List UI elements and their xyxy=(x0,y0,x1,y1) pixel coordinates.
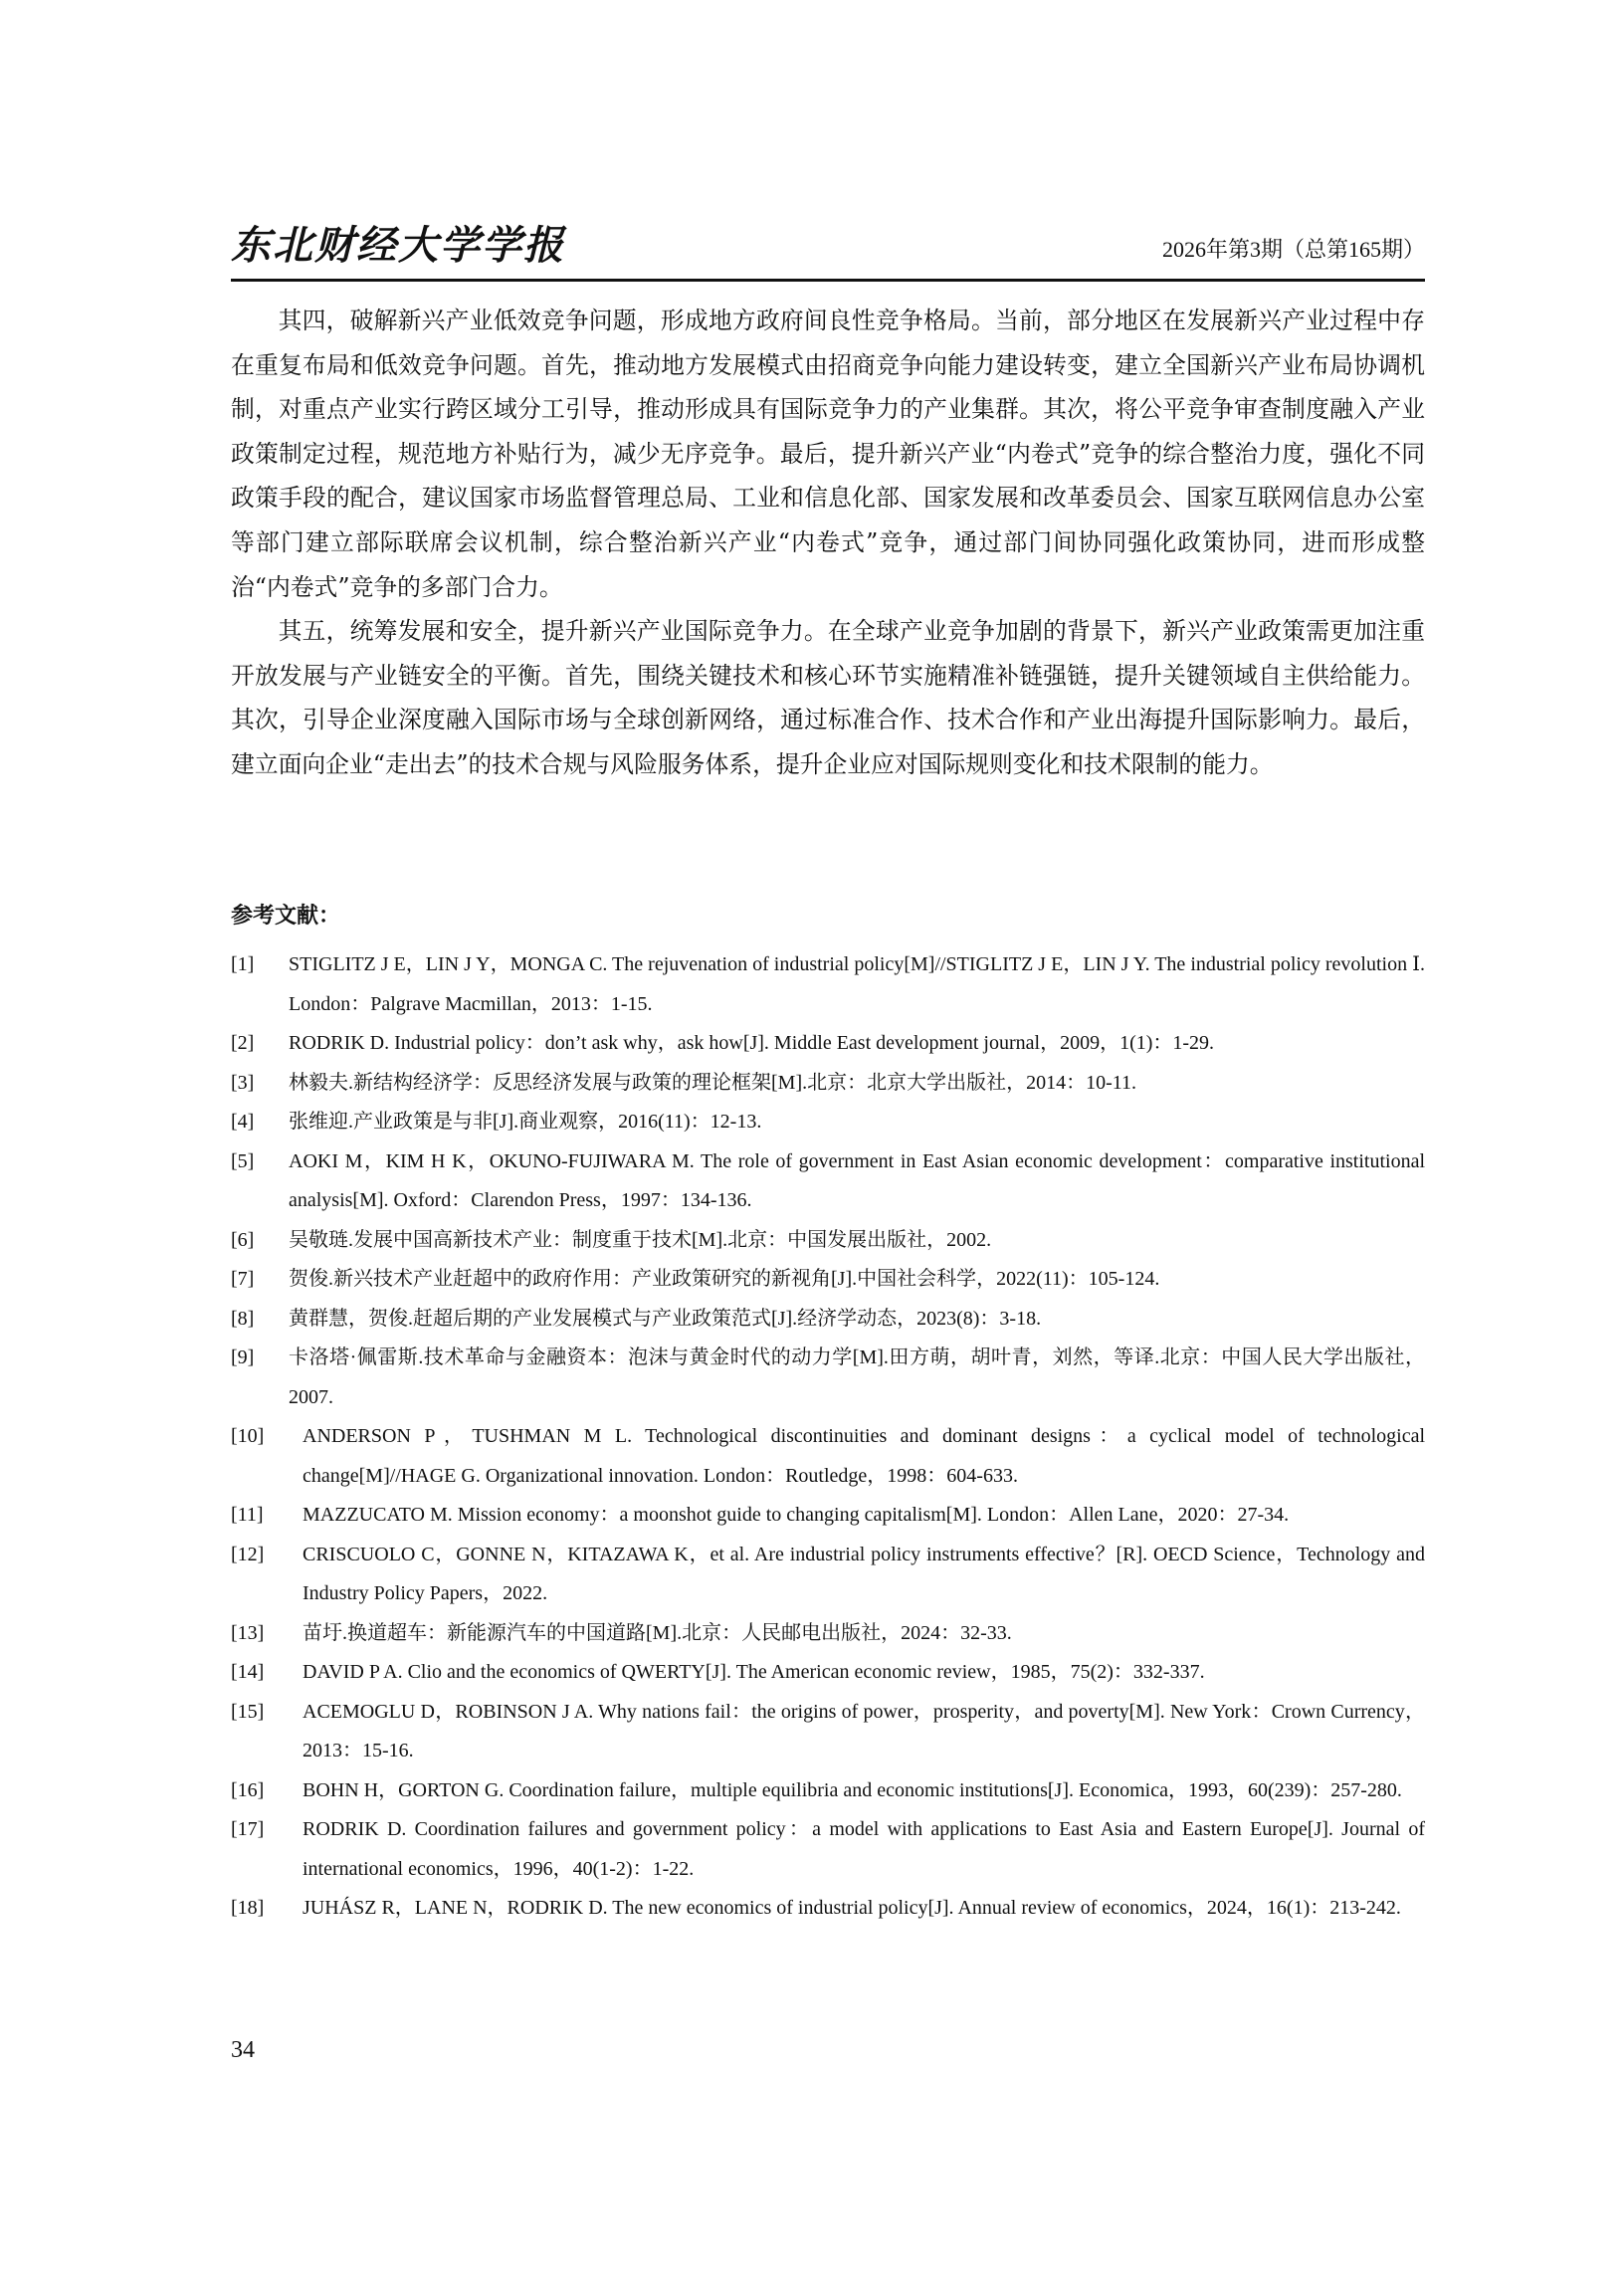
reference-text: ACEMOGLU D，ROBINSON J A. Why nations fail：the origins of power，prosperity，and poverty[M]. New York：Crown Currency，2013：15-16. xyxy=(303,1700,1425,1761)
reference-item xyxy=(231,1536,1425,1614)
reference-number: [5] xyxy=(231,1149,255,1172)
reference-text: BOHN H，GORTON G. Coordination failure，multiple equilibria and economic institutions[J]. Economica，1993，60(239)：257-280. xyxy=(303,1778,1402,1801)
reference-item xyxy=(231,1771,1425,1811)
reference-number: [10] xyxy=(231,1425,265,1447)
reference-item xyxy=(231,1024,1425,1064)
reference-text: ANDERSON P，TUSHMAN M L. Technological discontinuities and dominant designs：a cyclical model of technological change[M]//HAGE G. Organizational innovation. London：Routledge，1998：604-633. xyxy=(303,1425,1425,1487)
references-list xyxy=(231,945,1425,1929)
reference-number: [11] xyxy=(231,1504,264,1526)
reference-text: STIGLITZ J E，LIN J Y，MONGA C. The rejuvenation of industrial policy[M]//STIGLITZ J E，LIN J Y. The industrial policy revolution Ⅰ. London：Palgrave Macmillan，2013：1-15. xyxy=(289,953,1425,1015)
reference-item xyxy=(231,1103,1425,1142)
reference-item xyxy=(231,1064,1425,1104)
reference-text: 张维迎.产业政策是与非[J].商业观察，2016(11)：12-13. xyxy=(289,1111,762,1133)
reference-item xyxy=(231,1889,1425,1929)
reference-item xyxy=(231,1810,1425,1889)
reference-text: DAVID P A. Clio and the economics of QWERTY[J]. The American economic review，1985，75(2)：332-337. xyxy=(303,1661,1205,1683)
reference-number: [16] xyxy=(231,1778,265,1801)
body-text xyxy=(231,299,1425,787)
reference-text: MAZZUCATO M. Mission economy：a moonshot guide to changing capitalism[M]. London：Allen Lane，2020：27-34. xyxy=(303,1504,1290,1526)
reference-number: [9] xyxy=(231,1347,255,1368)
reference-text: 吴敬琏.发展中国高新技术产业：制度重于技术[M].北京：中国发展出版社，2002. xyxy=(289,1228,992,1251)
reference-number: [15] xyxy=(231,1700,265,1723)
reference-text: AOKI M，KIM H K，OKUNO-FUJIWARA M. The role of government in East Asian economic development：comparative institutional analysis[M]. Oxford：Clarendon Press，1997：134-136. xyxy=(289,1149,1425,1211)
reference-number: [4] xyxy=(231,1111,255,1133)
reference-text: CRISCUOLO C，GONNE N，KITAZAWA K，et al. Are industrial policy instruments effective？[R]. OECD Science，Technology and Industry Policy Papers，2022. xyxy=(303,1543,1425,1604)
reference-text: 苗圩.换道超车：新能源汽车的中国道路[M].北京：人民邮电出版社，2024：32-33. xyxy=(303,1621,1012,1644)
paragraph: 其四，破解新兴产业低效竞争问题，形成地方政府间良性竞争格局。当前，部分地区在发展新兴产业过程中存在重复布局和低效竞争问题。首先，推动地方发展模式由招商竞争向能力建设转变，建立全国新兴产业布局协调机制，对重点产业实行跨区域分工引导，推动形成具有国际竞争力的产业集群。其次，将公平竞争审查制度融入产业政策制定过程，规范地方补贴行为，减少无序竞争。最后，提升新兴产业“内卷式”竞争的综合整治力度，强化不同政策手段的配合，建议国家市场监督管理总局、工业和信息化部、国家发展和改革委员会、国家互联网信息办公室等部门建立部际联席会议机制，综合整治新兴产业“内卷式”竞争，通过部门间协同强化政策协同，进而形成整治“内卷式”竞争的多部门合力。 xyxy=(231,307,1425,601)
reference-item xyxy=(231,1260,1425,1300)
reference-item xyxy=(231,945,1425,1024)
header-rule xyxy=(231,279,1425,282)
reference-number: [14] xyxy=(231,1661,265,1683)
reference-number: [8] xyxy=(231,1307,255,1330)
reference-number: [7] xyxy=(231,1268,255,1290)
reference-text: RODRIK D. Industrial policy：don’t ask why，ask how[J]. Middle East development journal，2009，1(1)：1-29. xyxy=(289,1032,1215,1054)
reference-number: [13] xyxy=(231,1621,265,1644)
reference-text: RODRIK D. Coordination failures and government policy：a model with applications to East Asia and Eastern Europe[J]. Journal of international economics，1996，40(1-2)：1-22. xyxy=(303,1818,1425,1880)
reference-item xyxy=(231,1142,1425,1221)
reference-text: JUHÁSZ R，LANE N，RODRIK D. The new economics of industrial policy[J]. Annual review of economics，2024，16(1)：213-242. xyxy=(303,1897,1401,1919)
issue-info: 2026年第3期（总第165期） xyxy=(1161,237,1425,262)
journal-name: 东北财经大学学报 xyxy=(231,222,565,269)
reference-item xyxy=(231,1693,1425,1771)
reference-item xyxy=(231,1417,1425,1496)
reference-item xyxy=(231,1300,1425,1340)
reference-item xyxy=(231,1339,1425,1417)
reference-item xyxy=(231,1496,1425,1536)
reference-item xyxy=(231,1614,1425,1654)
paragraph: 其五，统筹发展和安全，提升新兴产业国际竞争力。在全球产业竞争加剧的背景下，新兴产业政策需更加注重开放发展与产业链安全的平衡。首先，围绕关键技术和核心环节实施精准补链强链，提升关键领域自主供给能力。其次，引导企业深度融入国际市场与全球创新网络，通过标准合作、技术合作和产业出海提升国际影响力。最后，建立面向企业“走出去”的技术合规与风险服务体系，提升企业应对国际规则变化和技术限制的能力。 xyxy=(231,617,1425,778)
reference-text: 贺俊.新兴技术产业赶超中的政府作用：产业政策研究的新视角[J].中国社会科学，2022(11)：105-124. xyxy=(289,1268,1160,1290)
reference-number: [3] xyxy=(231,1071,255,1094)
references-title: 参考文献： xyxy=(231,904,341,929)
reference-text: 黄群慧，贺俊.赶超后期的产业发展模式与产业政策范式[J].经济学动态，2023(8)：3-18. xyxy=(289,1307,1042,1330)
reference-number: [17] xyxy=(231,1818,265,1840)
reference-number: [12] xyxy=(231,1543,265,1565)
page-header xyxy=(231,221,1425,271)
page-number: 34 xyxy=(231,2037,255,2063)
reference-text: 林毅夫.新结构经济学：反思经济发展与政策的理论框架[M].北京：北京大学出版社，2014：10-11. xyxy=(289,1071,1137,1094)
reference-number: [6] xyxy=(231,1228,255,1251)
reference-text: 卡洛塔·佩雷斯.技术革命与金融资本：泡沫与黄金时代的动力学[M].田方萌，胡叶青，刘然，等译.北京：中国人民大学出版社，2007. xyxy=(289,1347,1425,1408)
reference-item xyxy=(231,1221,1425,1261)
reference-item xyxy=(231,1653,1425,1693)
reference-number: [2] xyxy=(231,1032,255,1054)
reference-number: [1] xyxy=(231,953,255,975)
reference-number: [18] xyxy=(231,1897,265,1919)
